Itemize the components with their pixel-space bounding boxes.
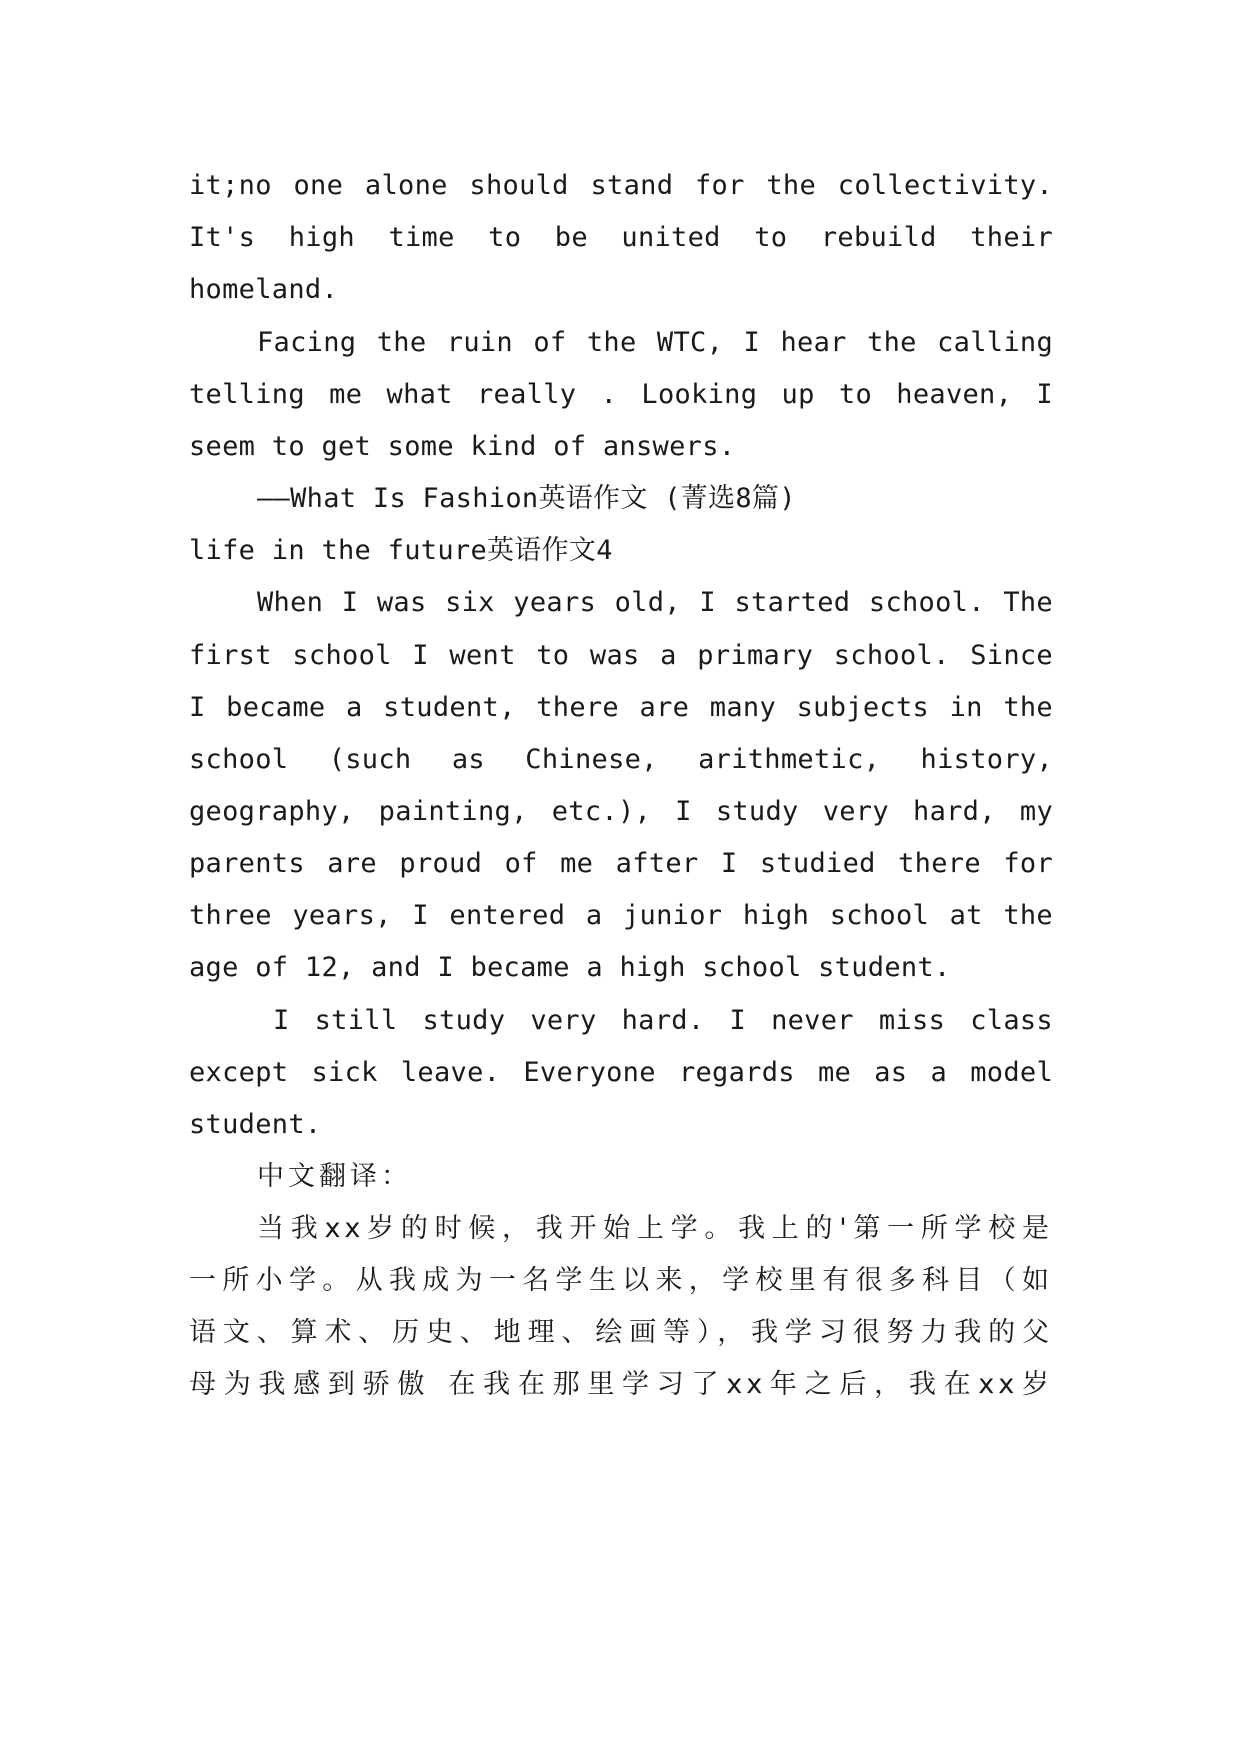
text-line: 语文、算术、历史、地理、绘画等），我学习很努力我的父 — [189, 1317, 1053, 1348]
text-line: three years, I entered a junior high school at the — [189, 900, 1053, 931]
text-line: first school I went to was a primary school. Since — [189, 640, 1053, 671]
text-line: except sick leave. Everyone regards me as a model — [189, 1057, 1053, 1088]
text-line: it;no one alone should stand for the collectivity. — [189, 170, 1053, 201]
essay-heading: life in the future英语作文4 — [189, 535, 613, 566]
text-line: I became a student, there are many subjects in the — [189, 692, 1053, 723]
text-line: geography, painting, etc.), I study very hard, my — [189, 796, 1053, 827]
text-line: I still study very hard. I never miss class — [273, 1005, 1053, 1036]
text-line: parents are proud of me after I studied there for — [189, 848, 1053, 879]
text-line: telling me what really . Looking up to heaven, I — [189, 379, 1053, 410]
translation-heading: 中文翻译： — [257, 1161, 412, 1192]
text-line: 当我xx岁的时候，我开始上学。我上的'第一所学校是 — [257, 1213, 1053, 1244]
text-line: 一所小学。从我成为一名学生以来，学校里有很多科目（如 — [189, 1265, 1053, 1296]
text-line: student. — [189, 1109, 322, 1140]
text-line: When I was six years old, I started school. The — [257, 587, 1053, 618]
text-line: homeland. — [189, 274, 338, 305]
text-line: seem to get some kind of answers. — [189, 431, 736, 462]
text-line: 母为我感到骄傲 在我在那里学习了xx年之后，我在xx岁 — [189, 1369, 1053, 1400]
text-line: school (such as Chinese, arithmetic, history, — [189, 744, 1053, 775]
text-line: age of 12, and I became a high school student. — [189, 952, 951, 983]
text-line: It's high time to be united to rebuild their — [189, 222, 1053, 253]
source-title: ——What Is Fashion英语作文 (菁选8篇) — [257, 483, 796, 514]
text-line: Facing the ruin of the WTC, I hear the calling — [257, 327, 1053, 358]
